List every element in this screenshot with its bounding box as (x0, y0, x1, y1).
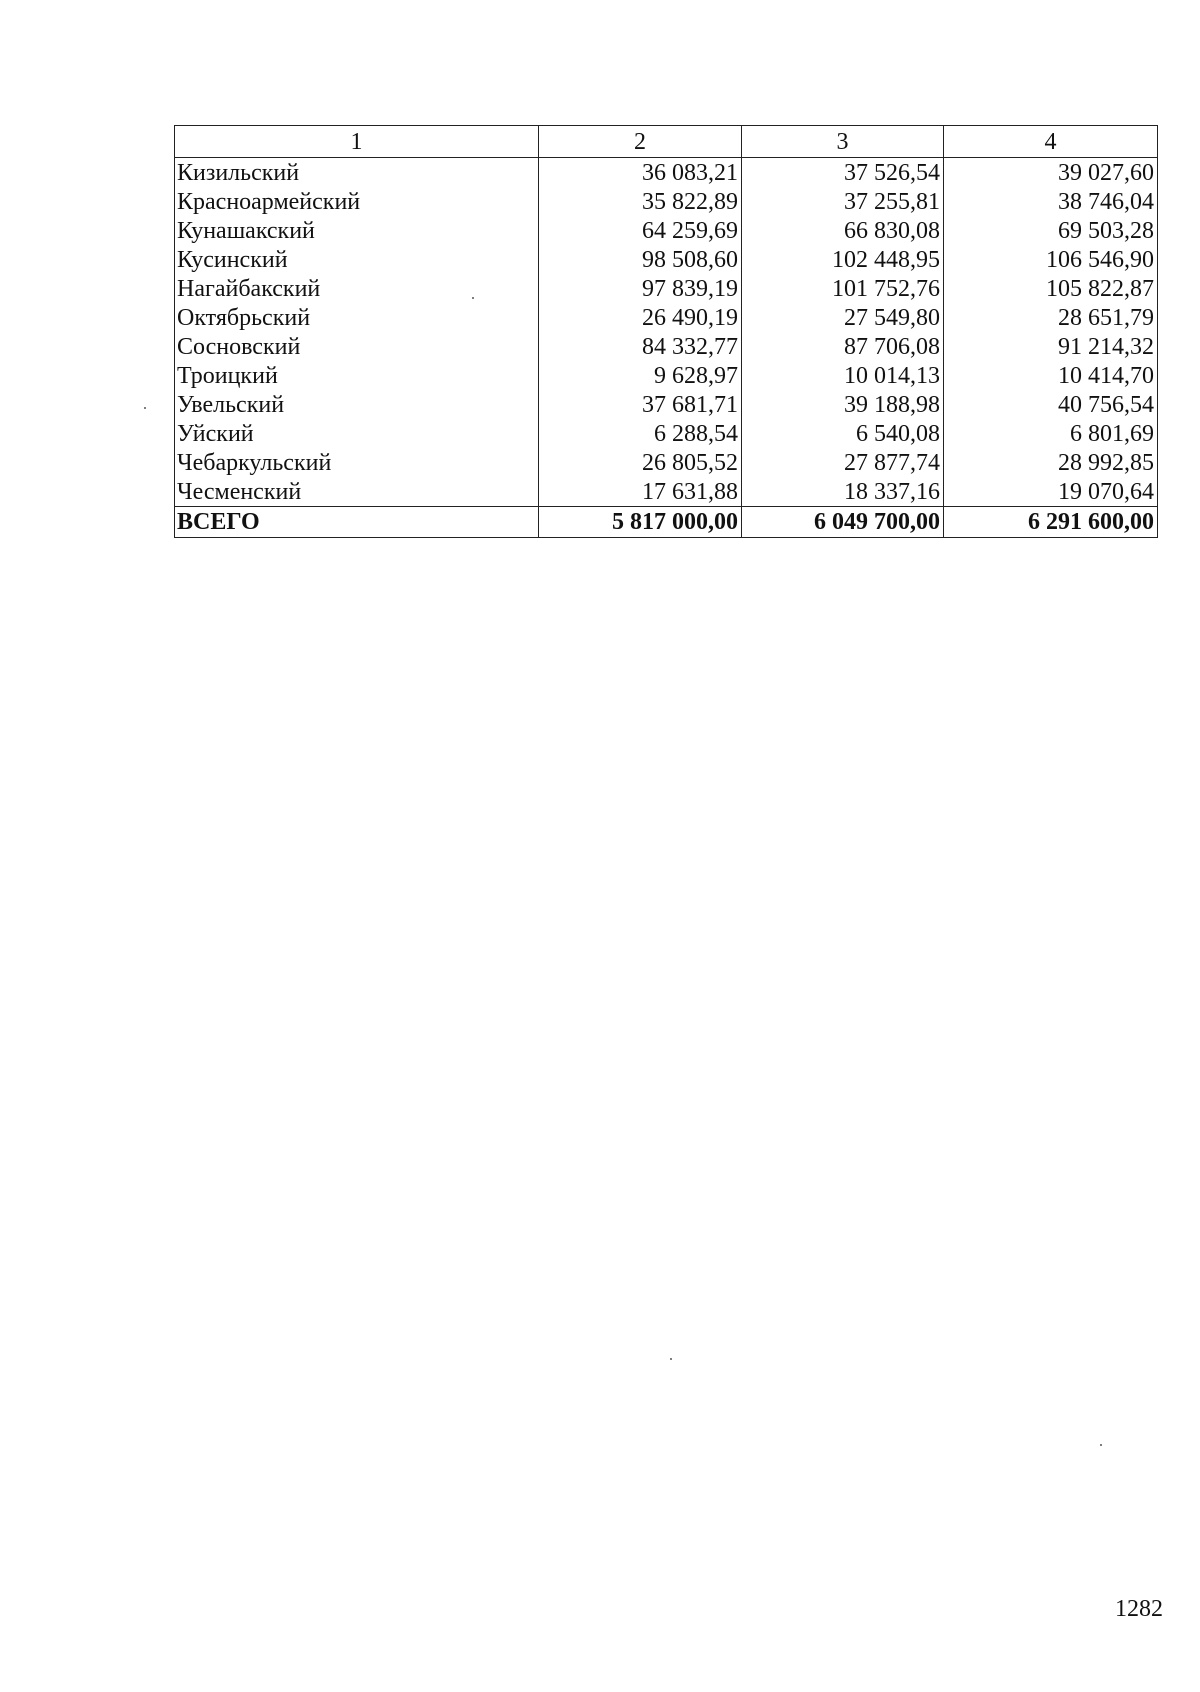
value-cell-col-2: 9 628,97 (539, 361, 742, 390)
table-row (175, 158, 1158, 188)
row-name-cell: Троицкий (175, 361, 539, 390)
value-cell-col-2: 64 259,69 (539, 216, 742, 245)
value-cell-col-3: 6 540,08 (742, 419, 944, 448)
value-cell-col-3: 6 049 700,00 (742, 507, 944, 538)
value-cell-col-2: 26 805,52 (539, 448, 742, 477)
value-cell-col-3: 39 188,98 (742, 390, 944, 419)
total-row (175, 507, 1158, 538)
table-row (175, 216, 1158, 245)
column-header-3: 3 (742, 126, 944, 158)
value-cell-col-3: 66 830,08 (742, 216, 944, 245)
table-row (175, 245, 1158, 274)
budget-table (174, 125, 1158, 538)
value-cell-col-2: 17 631,88 (539, 477, 742, 507)
scan-speck (472, 297, 474, 299)
value-cell-col-2: 97 839,19 (539, 274, 742, 303)
value-cell-col-4: 28 651,79 (944, 303, 1158, 332)
table-row (175, 361, 1158, 390)
row-name-cell: Кизильский (175, 158, 539, 188)
value-cell-col-2: 84 332,77 (539, 332, 742, 361)
value-cell-col-4: 6 291 600,00 (944, 507, 1158, 538)
value-cell-col-2: 36 083,21 (539, 158, 742, 188)
scan-speck (144, 407, 146, 409)
value-cell-col-2: 6 288,54 (539, 419, 742, 448)
table-row (175, 332, 1158, 361)
row-name-cell: Уйский (175, 419, 539, 448)
value-cell-col-4: 105 822,87 (944, 274, 1158, 303)
row-name-cell: Чебаркульский (175, 448, 539, 477)
row-name-cell: Красноармейский (175, 187, 539, 216)
value-cell-col-3: 18 337,16 (742, 477, 944, 507)
scan-speck (670, 1358, 672, 1360)
table-row (175, 274, 1158, 303)
row-name-cell: Сосновский (175, 332, 539, 361)
value-cell-col-4: 19 070,64 (944, 477, 1158, 507)
value-cell-col-2: 37 681,71 (539, 390, 742, 419)
value-cell-col-4: 28 992,85 (944, 448, 1158, 477)
column-header-1: 1 (175, 126, 539, 158)
value-cell-col-3: 10 014,13 (742, 361, 944, 390)
row-name-cell: Кусинский (175, 245, 539, 274)
value-cell-col-2: 26 490,19 (539, 303, 742, 332)
page-number: 1282 (1115, 1596, 1163, 1622)
column-header-2: 2 (539, 126, 742, 158)
value-cell-col-3: 102 448,95 (742, 245, 944, 274)
table-header-row (175, 126, 1158, 158)
value-cell-col-2: 35 822,89 (539, 187, 742, 216)
table-row (175, 477, 1158, 507)
value-cell-col-4: 6 801,69 (944, 419, 1158, 448)
row-name-cell: ВСЕГО (175, 507, 539, 538)
value-cell-col-4: 91 214,32 (944, 332, 1158, 361)
row-name-cell: Увельский (175, 390, 539, 419)
value-cell-col-3: 101 752,76 (742, 274, 944, 303)
scan-speck (1100, 1444, 1102, 1446)
table-row (175, 303, 1158, 332)
row-name-cell: Нагайбакский (175, 274, 539, 303)
table-row (175, 187, 1158, 216)
table-row (175, 419, 1158, 448)
table-row (175, 448, 1158, 477)
value-cell-col-3: 87 706,08 (742, 332, 944, 361)
row-name-cell: Кунашакский (175, 216, 539, 245)
value-cell-col-3: 27 877,74 (742, 448, 944, 477)
value-cell-col-2: 98 508,60 (539, 245, 742, 274)
value-cell-col-3: 37 255,81 (742, 187, 944, 216)
column-header-4: 4 (944, 126, 1158, 158)
value-cell-col-2: 5 817 000,00 (539, 507, 742, 538)
value-cell-col-4: 40 756,54 (944, 390, 1158, 419)
value-cell-col-3: 27 549,80 (742, 303, 944, 332)
value-cell-col-4: 38 746,04 (944, 187, 1158, 216)
value-cell-col-4: 106 546,90 (944, 245, 1158, 274)
value-cell-col-4: 39 027,60 (944, 158, 1158, 188)
table-row (175, 390, 1158, 419)
value-cell-col-4: 69 503,28 (944, 216, 1158, 245)
value-cell-col-3: 37 526,54 (742, 158, 944, 188)
row-name-cell: Октябрьский (175, 303, 539, 332)
table-body (175, 126, 1158, 538)
value-cell-col-4: 10 414,70 (944, 361, 1158, 390)
row-name-cell: Чесменский (175, 477, 539, 507)
